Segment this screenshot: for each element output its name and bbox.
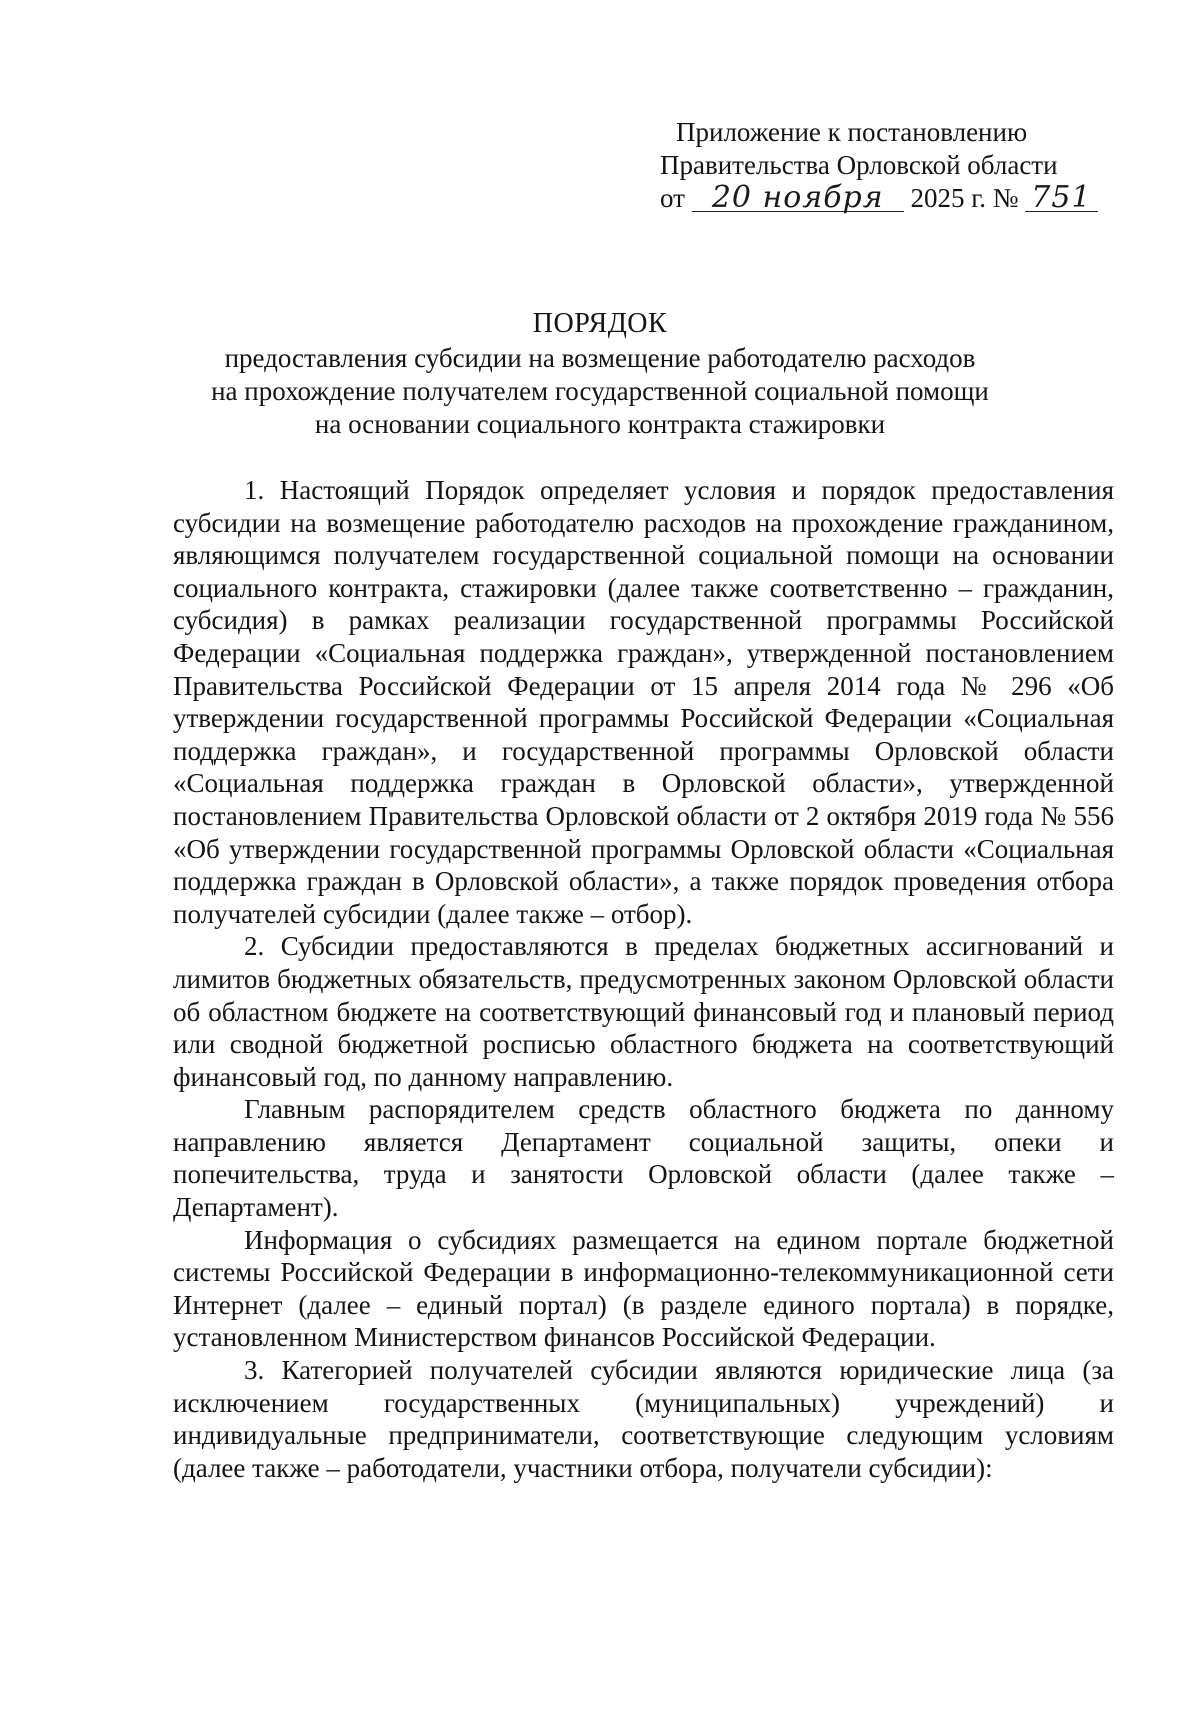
appendix-date-line <box>660 182 1100 215</box>
paragraph-4: Информация о субсидиях размещается на едином портале бюджетной системы Российской Федерации в информационно-телекоммуникационной сети Интернет (далее – единый портал) (в разделе единого портала) в порядке, установленном Министерством финансов Российской Федерации. <box>173 1224 1114 1353</box>
document-title: ПОРЯДОК <box>532 308 668 339</box>
document-subtitle <box>170 342 1030 441</box>
appendix-line-2: Правительства Орловской области <box>660 150 1058 180</box>
appendix-note <box>660 116 1100 215</box>
paragraph-2: 2. Субсидии предоставляются в пределах бюджетных ассигнований и лимитов бюджетных обязательств, предусмотренных законом Орловской области об областном бюджете на соответствующий финансовый год и плановый период или сводной бюджетной росписью областного бюджета на соответствующий финансовый год, по данному направлению. <box>173 931 1114 1092</box>
paragraph-3: Главным распорядителем средств областного бюджета по данному направлению является Департамент социальной защиты, опеки и попечительства, труда и занятости Орловской области (далее также – Департамент). <box>173 1094 1114 1223</box>
handwritten-number: 751 <box>1025 185 1097 212</box>
subtitle-line-2: на прохождение получателем государственной социальной помощи <box>211 376 989 406</box>
date-prefix: от <box>660 183 685 213</box>
appendix-line-1: Приложение к постановлению <box>676 117 1028 147</box>
year-number-label: 2025 г. № <box>910 183 1019 213</box>
paragraph-1: 1. Настоящий Порядок определяет условия и порядок предоставления субсидии на возмещение работодателю расходов на прохождение гражданином, являющимся получателем государственной социальной помощи на основании социального контракта, стажировки (далее также соответственно – гражданин, субсидия) в рамках реализации государственной программы Российской Федерации «Социальная поддержка граждан», утвержденной постановлением Правительства Российской Федерации от 15 апреля 2014 года № 296 «Об утверждении государственной программы Российской Федерации «Социальная поддержка граждан», и государственной программы Орловской области «Социальная поддержка граждан в Орловской области», утвержденной постановлением Правительства Орловской области от 2 октября 2019 года № 556 «Об утверждении государственной программы Орловской области «Социальная поддержка граждан в Орловской области», а также порядок проведения отбора получателей субсидии (далее также – отбор). <box>173 475 1114 929</box>
paragraph-5: 3. Категорией получателей субсидии являются юридические лица (за исключением государственных (муниципальных) учреждений) и индивидуальные предприниматели, соответствующие следующим условиям (далее также – работодатели, участники отбора, получатели субсидии): <box>173 1355 1114 1483</box>
subtitle-line-3: на основании социального контракта стажировки <box>314 409 886 439</box>
document-body <box>173 474 1114 1484</box>
handwritten-date: 20 ноября <box>692 185 904 212</box>
subtitle-line-1: предоставления субсидии на возмещение работодателю расходов <box>224 343 976 373</box>
